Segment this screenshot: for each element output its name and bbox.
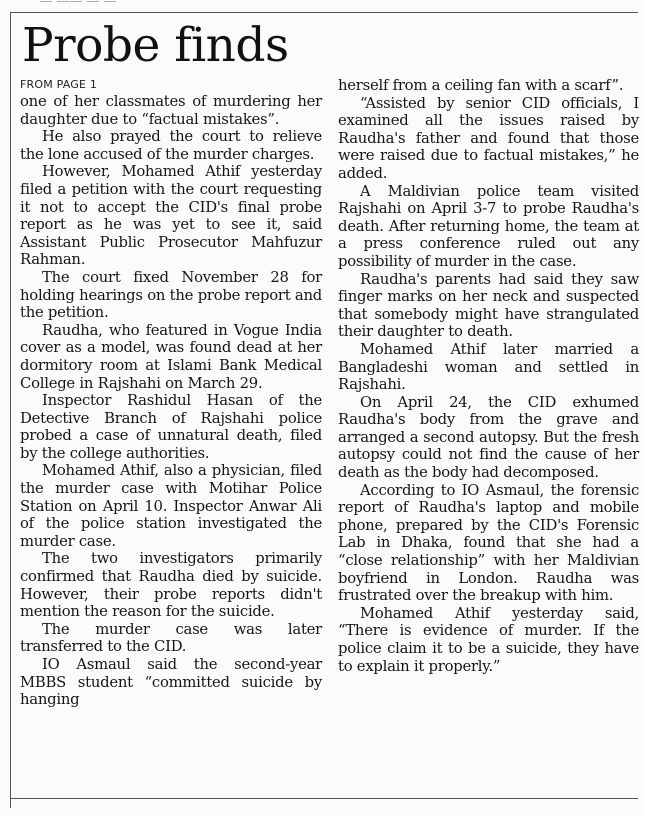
article-column-left bbox=[20, 76, 322, 709]
paragraph: herself from a ceiling fan with a scarf”. bbox=[338, 77, 624, 94]
paragraph: The court fixed November 28 for holding hearings on the probe report and the petition. bbox=[20, 268, 322, 322]
left-divider bbox=[10, 12, 11, 808]
paragraph: Raudha, who featured in Vogue India cover as a model, was found dead at her dormitory room at Islami Bank Medical College in Rajshahi on March 29. bbox=[20, 321, 322, 392]
paragraph: A Maldivian police team visited Rajshahi on April 3-7 to probe Raudha's death. After returning home, the team at a press conference ruled out any possibility of murder in the case. bbox=[338, 182, 639, 270]
cutoff-text-fragment: — —— — — bbox=[40, 0, 117, 7]
paragraph: one of her classmates of murdering her daughter due to “factual mistakes”. bbox=[20, 93, 322, 128]
paragraph: IO Asmaul said the second-year MBBS student “committed suicide by hanging bbox=[20, 656, 322, 709]
previous-article-cutoff bbox=[0, 0, 645, 10]
paragraph: The murder case was later transferred to the CID. bbox=[20, 620, 322, 656]
paragraph: On April 24, the CID exhumed Raudha's body from the grave and arranged a second autopsy. But the fresh autopsy could not find the cause of her death as the body had decomposed. bbox=[338, 393, 639, 482]
article-column-right bbox=[338, 77, 639, 675]
bottom-divider bbox=[10, 798, 638, 799]
continuation-kicker: FROM PAGE 1 bbox=[20, 78, 98, 91]
paragraph: He also prayed the court to relieve the lone accused of the murder charges. bbox=[20, 128, 322, 163]
paragraph: Mohamed Athif yesterday said, “There is evidence of murder. If the police claim it to be a suicide, they have to explain it properly.” bbox=[338, 604, 639, 675]
paragraph: According to IO Asmaul, the forensic report of Raudha's laptop and mobile phone, prepared by the CID's Forensic Lab in Dhaka, found that she had a “close relationship” with her Maldivian boyfriend in London. Raudha was frustrated over the breakup with him. bbox=[338, 481, 639, 605]
paragraph: Mohamed Athif later married a Bangladeshi woman and settled in Rajshahi. bbox=[338, 340, 639, 394]
article-headline: Probe finds bbox=[22, 18, 289, 73]
paragraph: Raudha's parents had said they saw finger marks on her neck and suspected that somebody might have strangulated their daughter to death. bbox=[338, 270, 639, 341]
top-divider bbox=[10, 12, 638, 13]
paragraph: Mohamed Athif, also a physician, filed the murder case with Motihar Police Station on April 10. Inspector Anwar Ali of the police station investigated the murder case. bbox=[20, 462, 322, 550]
paragraph: The two investigators primarily confirmed that Raudha died by suicide. However, their probe reports didn't mention the reason for the suicide. bbox=[20, 550, 322, 621]
paragraph: “Assisted by senior CID officials, I examined all the issues raised by Raudha's father and found that those were raised due to factual mistakes,” he added. bbox=[338, 94, 639, 182]
paragraph: However, Mohamed Athif yesterday filed a petition with the court requesting it not to accept the CID's final probe report as he was yet to see it, said Assistant Public Prosecutor Mahfuzur Rahman. bbox=[20, 163, 322, 269]
paragraph: Inspector Rashidul Hasan of the Detective Branch of Rajshahi police probed a case of unnatural death, filed by the college authorities. bbox=[20, 392, 322, 462]
